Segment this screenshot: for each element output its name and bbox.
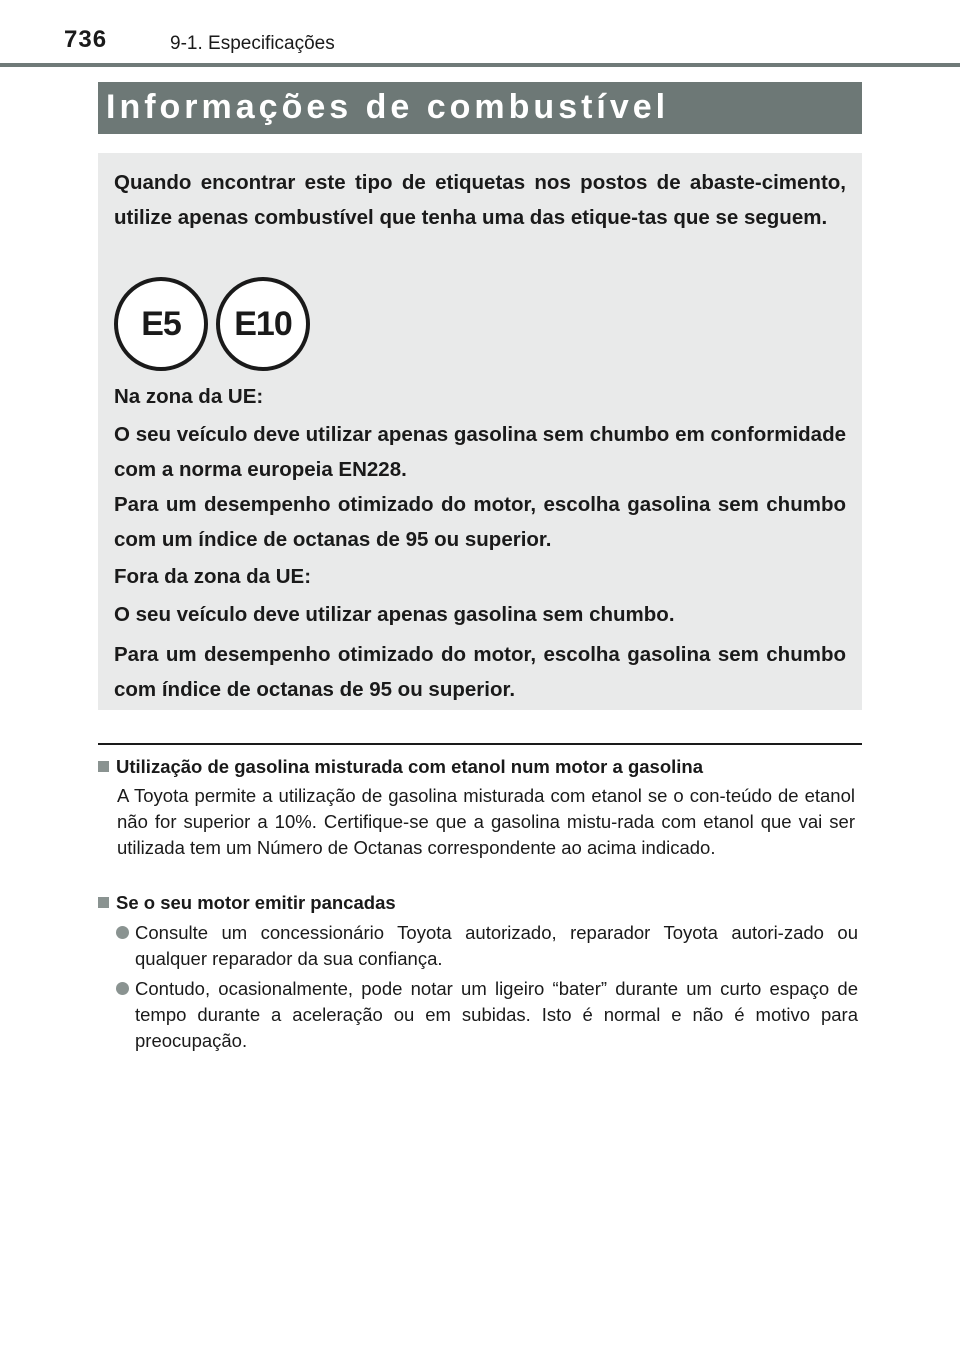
eu-heading: Na zona da UE:	[114, 385, 264, 408]
list-item	[116, 976, 858, 1054]
knocking-heading-text: Se o seu motor emitir pancadas	[116, 892, 396, 913]
bullet-text: Consulte um concessionário Toyota autorizado, reparador Toyota autori-zado ou qualquer reparador da sua confiança.	[135, 922, 858, 969]
e10-label-icon: E10	[216, 277, 310, 371]
eu-octane-advice: Para um desempenho otimizado do motor, escolha gasolina sem chumbo com um índice de octanas de 95 ou superior.	[114, 493, 846, 551]
ethanol-section-text: A Toyota permite a utilização de gasolina misturada com etanol se o con-teúdo de etanol não for superior a 10%. Certifique-se que a gasolina mistu-rada com etanol que vai ser utilizada tem um Número de Octanas correspondente ao acima indicado.	[117, 785, 855, 858]
non-eu-heading: Fora da zona da UE:	[114, 565, 312, 588]
square-bullet-icon	[98, 761, 109, 772]
non-eu-octane-advice: Para um desempenho otimizado do motor, escolha gasolina sem chumbo com índice de octanas de 95 ou superior.	[114, 643, 846, 701]
knocking-section-heading	[98, 892, 396, 914]
list-item	[116, 920, 858, 972]
fuel-info-box	[98, 153, 862, 710]
intro-text: Quando encontrar este tipo de etiquetas nos postos de abaste-cimento, utilize apenas combustível que tenha uma das etique-tas que se seguem.	[114, 171, 846, 229]
non-eu-requirement: O seu veículo deve utilizar apenas gasolina sem chumbo.	[114, 603, 675, 626]
round-bullet-icon	[116, 982, 129, 995]
bullet-text: Contudo, ocasionalmente, pode notar um ligeiro “bater” durante um curto espaço de tempo durante a aceleração ou em subidas. Isto é normal e não é motivo para preocupação.	[135, 978, 858, 1051]
header-rule	[0, 63, 960, 67]
title-bar	[98, 82, 862, 134]
e5-label-icon: E5	[114, 277, 208, 371]
section-divider	[98, 743, 862, 745]
ethanol-section-heading	[98, 756, 703, 778]
eu-requirement: O seu veículo deve utilizar apenas gasolina sem chumbo em conformidade com a norma europeia EN228.	[114, 423, 846, 481]
section-label: 9-1. Especificações	[170, 33, 335, 54]
page-number: 736	[64, 26, 108, 53]
round-bullet-icon	[116, 926, 129, 939]
page-title: Informações de combustível	[106, 88, 670, 126]
ethanol-heading-text: Utilização de gasolina misturada com etanol num motor a gasolina	[116, 756, 703, 777]
square-bullet-icon	[98, 897, 109, 908]
fuel-labels	[114, 277, 334, 371]
